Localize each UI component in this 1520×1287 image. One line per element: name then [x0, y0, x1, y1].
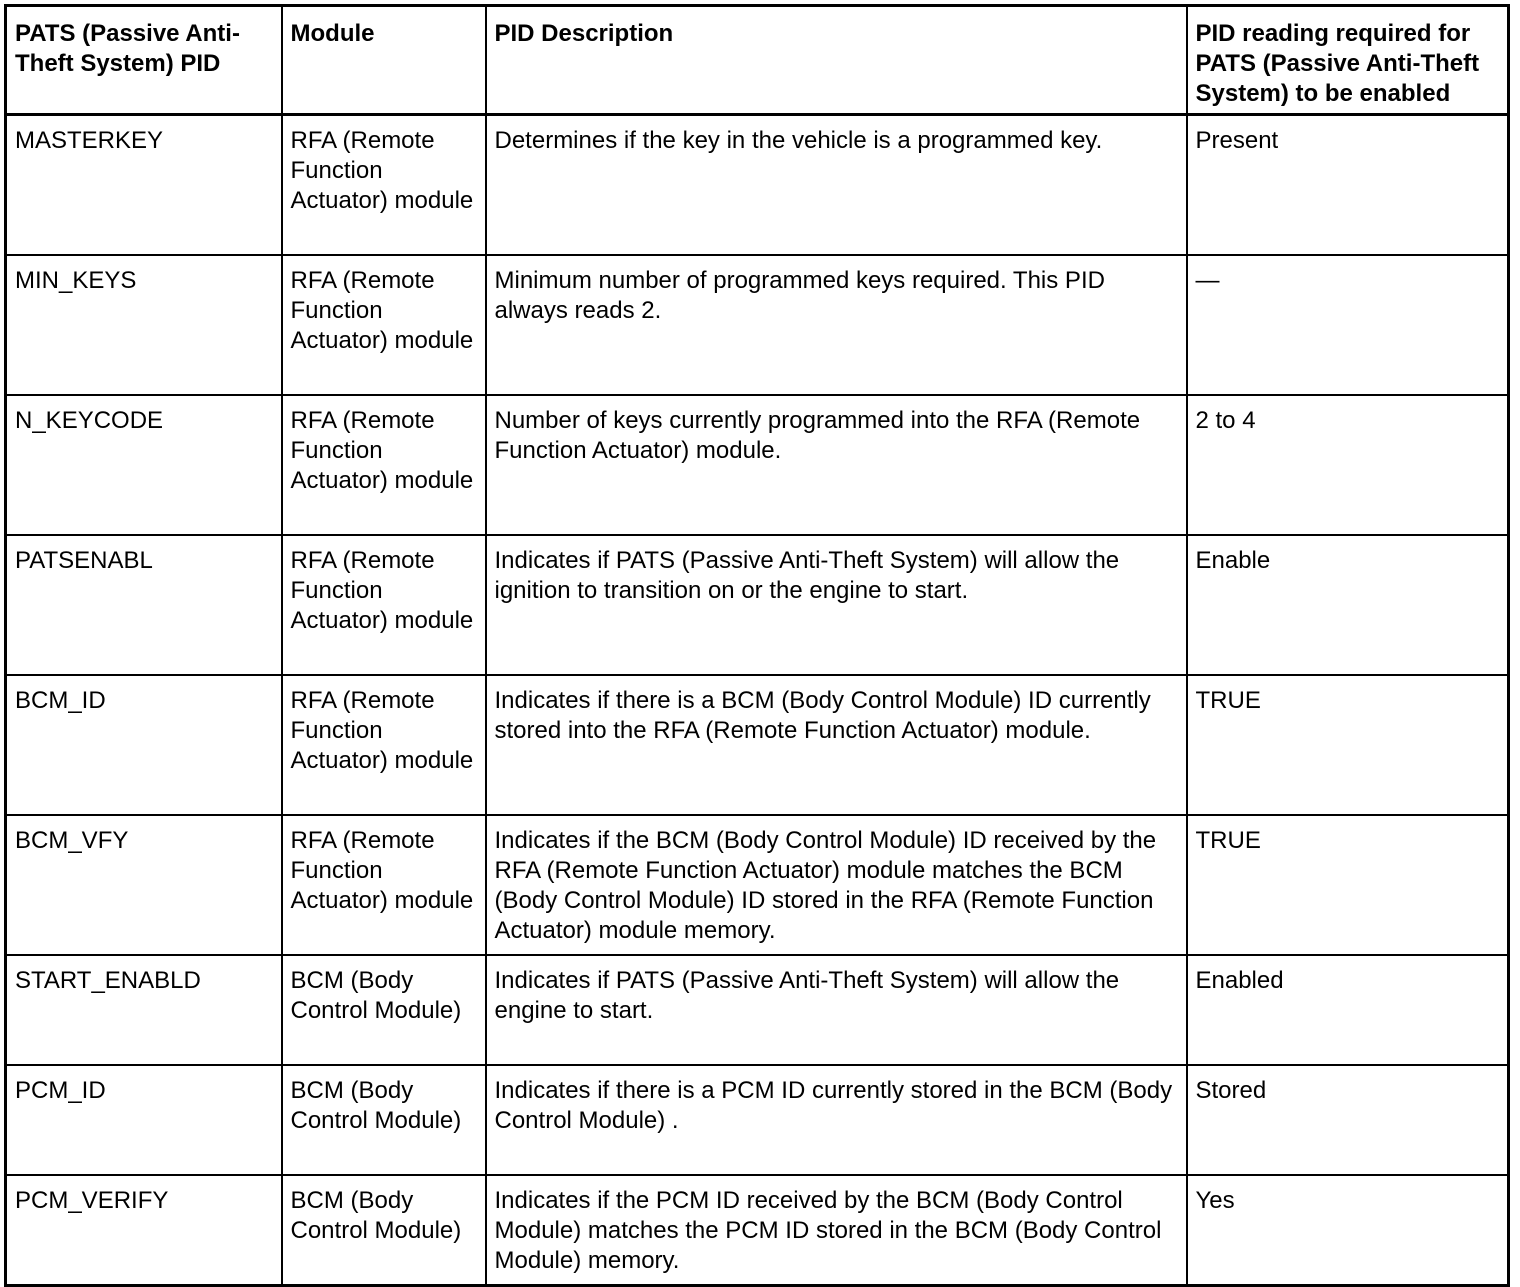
header-reading: PID reading required for PATS (Passive Anti-Theft System) to be enabled	[1187, 6, 1509, 115]
cell-reading: Enable	[1187, 535, 1509, 675]
cell-module: RFA (Remote Function Actuator) module	[282, 535, 486, 675]
cell-description: Number of keys currently programmed into the RFA (Remote Function Actuator) module.	[486, 395, 1187, 535]
table-row	[6, 675, 1509, 815]
table-row	[6, 955, 1509, 1065]
pats-pid-table	[4, 4, 1510, 1287]
table-row	[6, 255, 1509, 395]
cell-module: BCM (Body Control Module)	[282, 955, 486, 1065]
cell-pid: MASTERKEY	[6, 115, 282, 256]
cell-pid: START_ENABLD	[6, 955, 282, 1065]
cell-reading: 2 to 4	[1187, 395, 1509, 535]
cell-description: Determines if the key in the vehicle is a programmed key.	[486, 115, 1187, 256]
cell-pid: N_KEYCODE	[6, 395, 282, 535]
cell-pid: BCM_ID	[6, 675, 282, 815]
cell-description: Minimum number of programmed keys required. This PID always reads 2.	[486, 255, 1187, 395]
cell-reading: Yes	[1187, 1175, 1509, 1286]
cell-module: BCM (Body Control Module)	[282, 1065, 486, 1175]
cell-description: Indicates if the PCM ID received by the BCM (Body Control Module) matches the PCM ID stored in the BCM (Body Control Module) memory.	[486, 1175, 1187, 1286]
cell-description: Indicates if PATS (Passive Anti-Theft System) will allow the engine to start.	[486, 955, 1187, 1065]
cell-description: Indicates if there is a PCM ID currently stored in the BCM (Body Control Module) .	[486, 1065, 1187, 1175]
table-row	[6, 535, 1509, 675]
cell-reading: TRUE	[1187, 675, 1509, 815]
table-row	[6, 815, 1509, 955]
cell-reading: —	[1187, 255, 1509, 395]
header-pid: PATS (Passive Anti-Theft System) PID	[6, 6, 282, 115]
cell-reading: Enabled	[1187, 955, 1509, 1065]
header-description: PID Description	[486, 6, 1187, 115]
cell-module: RFA (Remote Function Actuator) module	[282, 115, 486, 256]
table-row	[6, 395, 1509, 535]
table-row	[6, 1065, 1509, 1175]
table-header-row	[6, 6, 1509, 115]
cell-pid: PATSENABL	[6, 535, 282, 675]
cell-description: Indicates if the BCM (Body Control Module) ID received by the RFA (Remote Function Actuator) module matches the BCM (Body Control Module) ID stored in the RFA (Remote Function Actuator) module memory.	[486, 815, 1187, 955]
cell-module: RFA (Remote Function Actuator) module	[282, 255, 486, 395]
cell-module: RFA (Remote Function Actuator) module	[282, 815, 486, 955]
cell-module: RFA (Remote Function Actuator) module	[282, 675, 486, 815]
table-row	[6, 1175, 1509, 1286]
cell-pid: PCM_VERIFY	[6, 1175, 282, 1286]
cell-description: Indicates if there is a BCM (Body Control Module) ID currently stored into the RFA (Remote Function Actuator) module.	[486, 675, 1187, 815]
cell-pid: MIN_KEYS	[6, 255, 282, 395]
header-module: Module	[282, 6, 486, 115]
cell-pid: PCM_ID	[6, 1065, 282, 1175]
cell-reading: TRUE	[1187, 815, 1509, 955]
cell-reading: Present	[1187, 115, 1509, 256]
cell-description: Indicates if PATS (Passive Anti-Theft System) will allow the ignition to transition on or the engine to start.	[486, 535, 1187, 675]
cell-module: RFA (Remote Function Actuator) module	[282, 395, 486, 535]
cell-module: BCM (Body Control Module)	[282, 1175, 486, 1286]
cell-pid: BCM_VFY	[6, 815, 282, 955]
cell-reading: Stored	[1187, 1065, 1509, 1175]
table-row	[6, 115, 1509, 256]
